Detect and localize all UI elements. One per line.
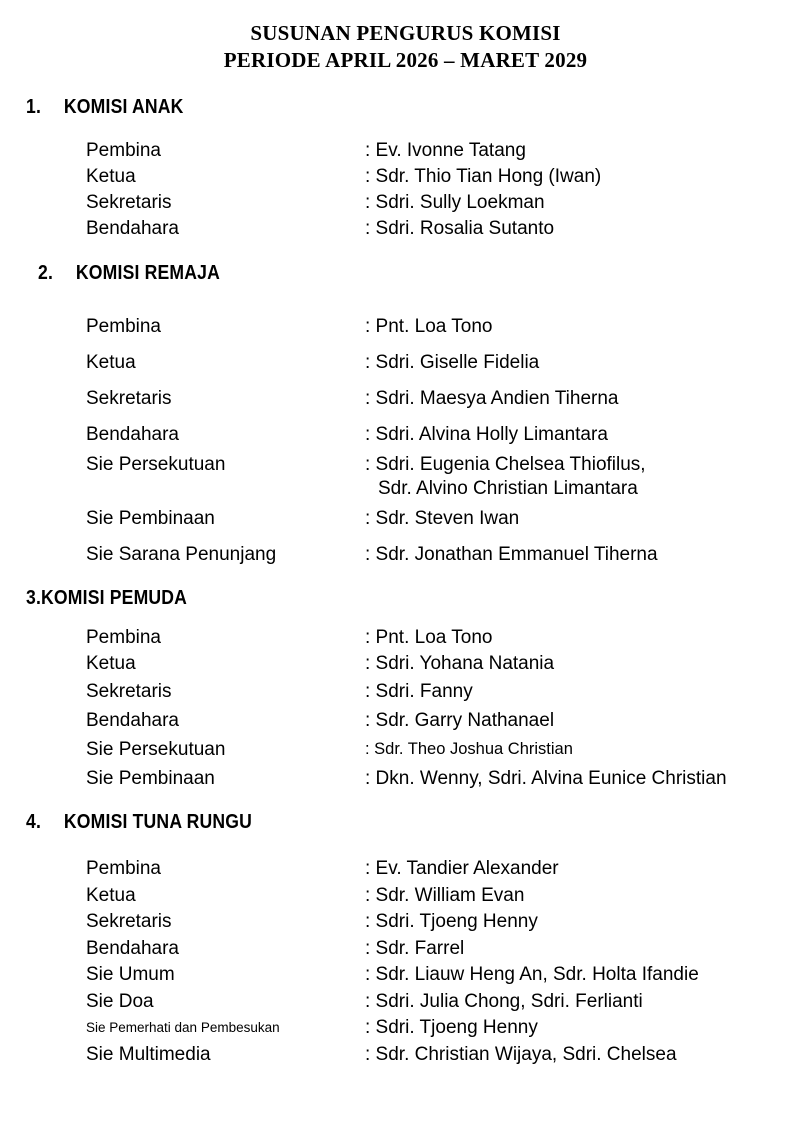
row-label: Sekretaris [86,388,172,409]
row-value: : Sdr. Steven Iwan [365,508,520,529]
row-label: Sie Pembinaan [86,768,215,789]
section-heading-2 [38,242,718,285]
section-number-1: 1. [26,96,42,118]
row-label: Pembina [86,858,161,879]
row-label: Bendahara [86,218,179,239]
row-value: : Sdr. Jonathan Emmanuel Tiherna [365,544,658,565]
row-label: Sekretaris [86,911,172,932]
row-label: Bendahara [86,710,179,731]
row-label: Sekretaris [86,192,172,213]
table-row [86,216,811,242]
table-row [86,735,811,764]
row-value: : Sdr. William Evan [365,884,525,906]
table-row [86,1042,811,1069]
row-value: : Sdri. Giselle Fidelia [365,352,540,373]
row-value: : Sdri. Tjoeng Henny [365,911,538,932]
row-value: : Sdri. Rosalia Sutanto [365,218,555,239]
row-label: Pembina [86,140,161,161]
row-value: : Sdri. Alvina Holly Limantara [365,424,608,445]
section-heading-1 [26,74,717,119]
row-value: : Sdri. Sully Loekman [365,192,545,213]
row-value: : Sdri. Maesya Andien Tiherna [365,388,619,409]
row-label: Ketua [86,352,136,373]
table-row [86,345,811,381]
document-title [0,0,811,74]
table-row [86,989,811,1016]
section-heading-4 [26,793,717,834]
section-rows-4 [86,856,811,1068]
table-row [86,309,811,345]
row-value: : Sdr. Garry Nathanael [365,710,555,731]
table-row [86,764,811,793]
section-rows-3 [86,625,811,793]
section-komisi-anak [0,74,811,242]
section-number-2: 2. [38,262,54,284]
table-row [86,453,811,501]
row-value: : Sdri. Yohana Natania [365,653,555,674]
section-number-4: 4. [26,811,42,833]
row-label: Pembina [86,627,161,648]
section-name-3: KOMISI PEMUDA [41,587,188,609]
row-value-line-1: : Sdri. Eugenia Chelsea Thiofilus, [365,454,646,475]
row-label: Bendahara [86,424,179,445]
section-komisi-remaja [0,242,811,573]
row-label: Ketua [86,166,136,187]
table-row [86,706,811,735]
table-row [86,190,811,216]
section-rows-1 [86,138,811,242]
row-value [365,453,811,501]
row-value: : Pnt. Loa Tono [365,627,493,648]
table-row [86,381,811,417]
row-value-line-2: Sdr. Alvino Christian Limantara [378,478,638,499]
table-row [86,909,811,936]
row-label: Sie Doa [86,990,154,1012]
section-name-4: KOMISI TUNA RUNGU [63,811,253,833]
table-row [86,625,811,651]
row-label: Sie Umum [86,964,175,985]
title-line-2: PERIODE APRIL 2026 – MARET 2029 [223,48,588,72]
row-label: Ketua [86,884,136,906]
row-value: : Sdr. Theo Joshua Christian [365,740,573,758]
section-heading-3 [26,573,717,610]
table-row [86,501,811,537]
row-label: Sie Multimedia [86,1043,211,1065]
row-label: Ketua [86,653,136,674]
row-value: : Sdri. Julia Chong, Sdri. Ferlianti [365,990,643,1012]
row-value: : Dkn. Wenny, Sdri. Alvina Eunice Christian [365,768,727,789]
table-row [86,677,811,706]
title-line-1: SUSUNAN PENGURUS KOMISI [250,21,561,45]
section-komisi-pemuda [0,573,811,793]
section-name-2: KOMISI REMAJA [75,262,221,284]
section-komisi-tuna-rungu [0,793,811,1068]
row-value: : Sdr. Christian Wijaya, Sdri. Chelsea [365,1043,677,1065]
table-row [86,164,811,190]
table-row [86,1015,811,1042]
row-value: : Sdr. Liauw Heng An, Sdr. Holta Ifandie [365,964,699,985]
row-label: Sekretaris [86,681,172,702]
table-row [86,417,811,453]
row-label: Sie Persekutuan [86,454,226,475]
row-label: Sie Pemerhati dan Pembesukan [86,1020,280,1035]
section-name-1: KOMISI ANAK [63,96,184,118]
row-label: Sie Sarana Penunjang [86,544,277,565]
table-row [86,856,811,883]
table-row [86,138,811,164]
row-value: : Sdri. Fanny [365,681,473,702]
section-rows-2 [86,309,811,573]
table-row [86,936,811,963]
table-row [86,883,811,910]
row-label: Bendahara [86,937,179,959]
table-row [86,651,811,677]
row-value: : Ev. Ivonne Tatang [365,140,526,161]
row-label: Sie Pembinaan [86,508,215,529]
row-value: : Ev. Tandier Alexander [365,858,559,879]
section-number-3: 3. [26,587,42,609]
row-value: : Sdr. Thio Tian Hong (Iwan) [365,166,602,187]
row-value: : Sdr. Farrel [365,937,465,959]
row-value: : Sdri. Tjoeng Henny [365,1017,538,1038]
row-label: Sie Persekutuan [86,739,226,760]
row-value: : Pnt. Loa Tono [365,316,493,337]
row-label: Pembina [86,316,161,337]
table-row [86,962,811,989]
table-row [86,537,811,573]
